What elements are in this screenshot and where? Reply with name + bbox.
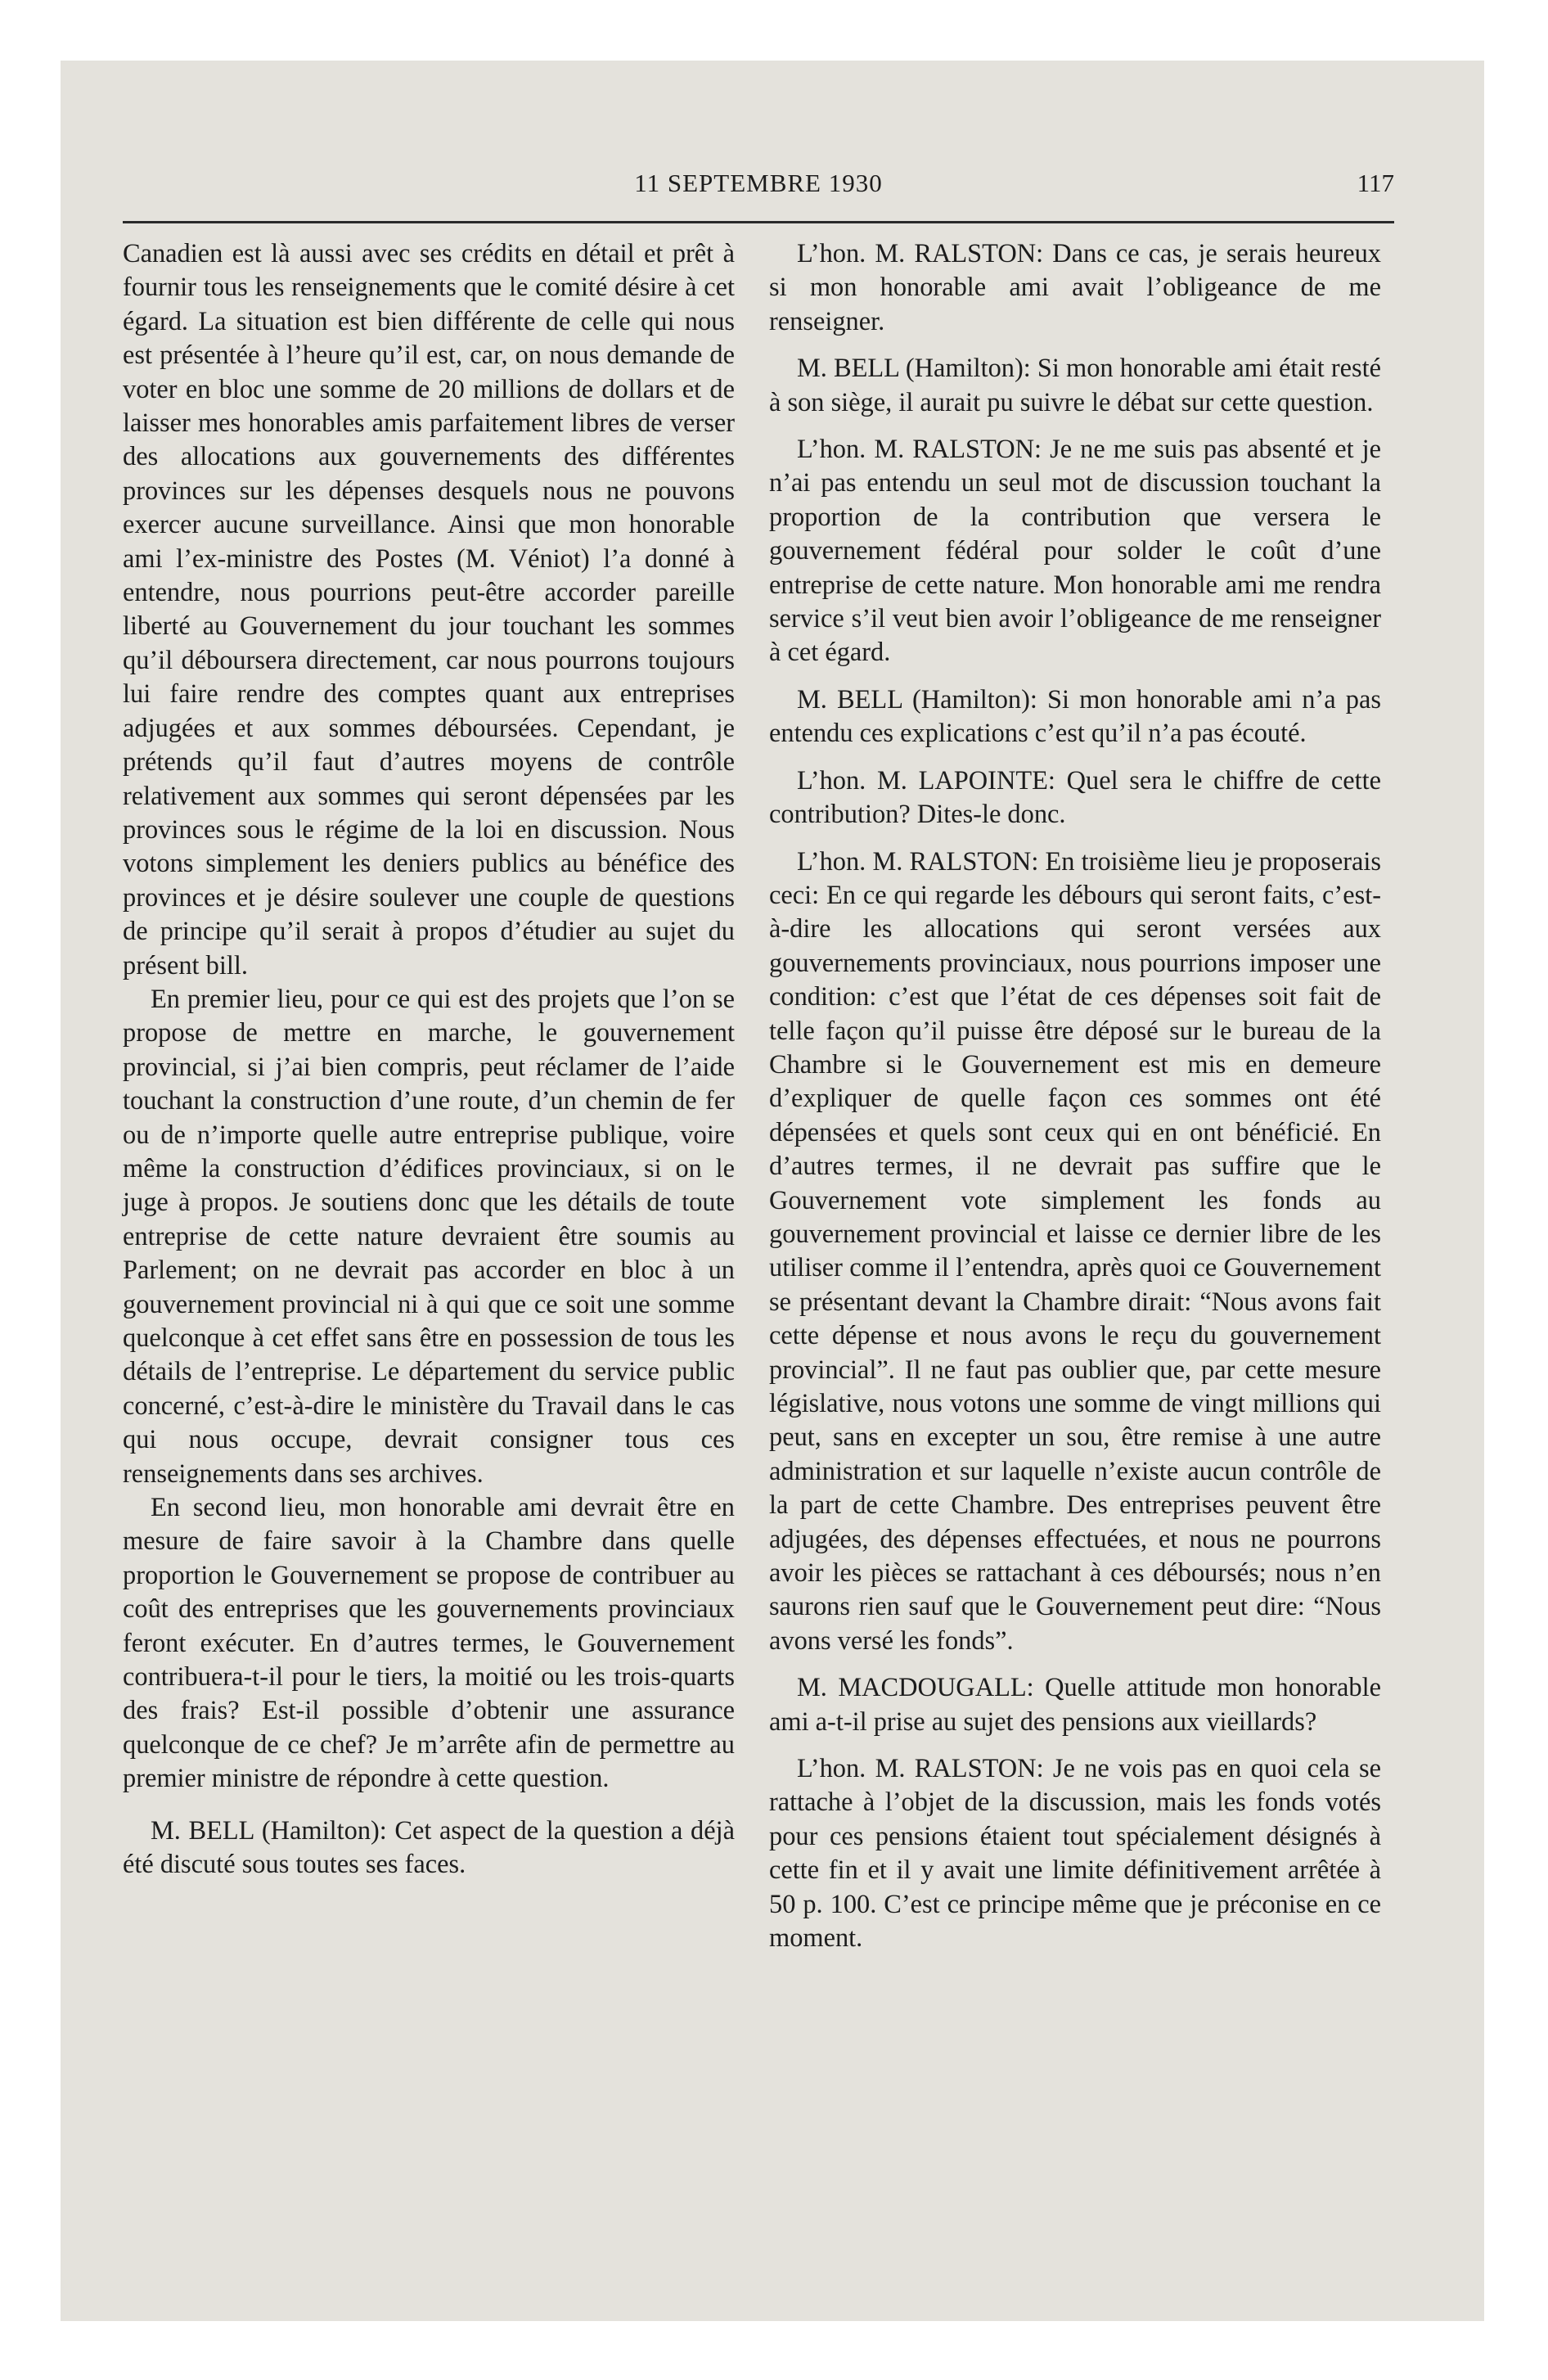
paragraph: Canadien est là aussi avec ses crédits en détail et prêt à fournir tous les renseignements que le comité désire à cet égard. La situation est bien différente de celle qui nous est présentée à l’heure qu’il est, car, on nous demande de voter en bloc une somme de 20 millions de dollars et de laisser mes honorables amis parfaitement libres de verser des allocations aux gouvernements des différentes provinces sur les dépenses desquels nous ne pouvons exercer aucune surveillance. Ainsi que mon honorable ami l’ex-ministre des Postes (M. Véniot) l’a donné à entendre, nous pourrions peut-être accorder pareille liberté au Gouvernement du jour touchant les sommes qu’il déboursera directement, car nous pourrons toujours lui faire rendre des comptes quant aux entreprises adjugées et aux sommes déboursées. Cependant, je prétends qu’il faut d’autres moyens de contrôle relativement aux sommes qui seront dépensées par les provinces sous le régime de la loi en discussion. Nous votons simplement les deniers publics au bénéfice des provinces et je désire soulever une couple de questions de principe qu’il serait à propos d’étudier au sujet du présent bill.	[123, 239, 735, 980]
paragraph: M. BELL (Hamilton): Si mon honorable ami était resté à son siège, il aurait pu suivre le débat sur cette question.	[769, 354, 1381, 417]
paragraph: L’hon. M. RALSTON: Dans ce cas, je serais heureux si mon honorable ami avait l’obligeance de me renseigner.	[769, 239, 1381, 336]
page-header	[123, 169, 1394, 214]
paragraph: M. BELL (Hamilton): Si mon honorable ami n’a pas entendu ces explications c’est qu’il n’a pas écouté.	[769, 684, 1381, 749]
left-column	[123, 237, 735, 1882]
paragraph: L’hon. M. RALSTON: En troisième lieu je proposerais ceci: En ce qui regarde les débours qui seront faits, c’est-à-dire les allocations qui seront versées aux gouvernements provinciaux, nous pourrions imposer une condition: c’est que l’état de ces dépenses soit fait de telle façon qu’il puisse être déposé sur le bureau de la Chambre si le Gouvernement est mis en demeure d’expliquer de quelle façon ces sommes ont été dépensées et quels sont ceux qui en ont bénéficié. En d’autres termes, il ne devrait pas suffire que le Gouvernement vote simplement les fonds au gouvernement provincial et laisse ce dernier libre de les utiliser comme il l’entendra, après quoi ce Gouvernement se présentant devant la Chambre dirait: “Nous avons fait cette dépense et nous avons le reçu du gouvernement provincial”. Il ne faut pas oublier que, par cette mesure législative, nous votons une somme de vingt millions qui peut, sans en excepter un sou, être remise à une autre administration et sur laquelle n’existe aucun contrôle de la part de cette Chambre. Des entreprises peuvent être adjugées, des dépenses effectuées, et nous ne pourrons avoir les pièces se rattachant à ces déboursés; nous n’en saurons rien sauf que le Gouvernement peut dire: “Nous avons versé les fonds”.	[769, 846, 1381, 1656]
paragraph: En second lieu, mon honorable ami devrait être en mesure de faire savoir à la Chambre dans quelle proportion le Gouvernement se propose de contribuer au coût des entreprises que les gouvernements provinciaux feront exécuter. En d’autres termes, le Gouvernement contribuera-t-il pour le tiers, la moitié ou les trois-quarts des frais? Est-il possible d’obtenir une assurance quelconque de ce chef? Je m’arrête afin de permettre au premier ministre de répondre à cette question.	[123, 1493, 735, 1794]
paragraph: M. BELL (Hamilton): Cet aspect de la question a déjà été discuté sous toutes ses faces.	[123, 1815, 735, 1880]
paragraph: L’hon. M. RALSTON: Je ne vois pas en quoi cela se rattache à l’objet de la discussion, mais les fonds votés pour ces pensions étaient tout spécialement désignés à cette fin et il y avait une limite définitivement arrêtée à 50 p. 100. C’est ce principe même que je préconise en ce moment.	[769, 1754, 1381, 1954]
right-column	[769, 237, 1381, 1956]
header-date: 11 SEPTEMBRE 1930	[634, 169, 883, 197]
paragraph: L’hon. M. LAPOINTE: Quel sera le chiffre de cette contribution? Dites-le donc.	[769, 765, 1381, 830]
header-rule	[123, 221, 1394, 223]
page-number: 117	[1357, 169, 1394, 197]
paragraph: En premier lieu, pour ce qui est des projets que l’on se propose de mettre en marche, le gouvernement provincial, si j’ai bien compris, peut réclamer de l’aide touchant la construction d’une route, d’un chemin de fer ou de n’importe quelle autre entreprise publique, voire même la construction d’édifices provinciaux, si on le juge à propos. Je soutiens donc que les détails de toute entreprise de cette nature devraient être soumis au Parlement; on ne devrait pas accorder en bloc à un gouvernement provincial ni à qui que ce soit une somme quelconque à cet effet sans être en possession de tous les détails de l’entreprise. Le département du service public concerné, c’est-à-dire le ministère du Travail dans le cas qui nous occupe, devrait consigner tous ces renseignements dans ses archives.	[123, 984, 735, 1489]
paragraph: M. MACDOUGALL: Quelle attitude mon honorable ami a-t-il prise au sujet des pensions aux vieillards?	[769, 1673, 1381, 1737]
paragraph: L’hon. M. RALSTON: Je ne me suis pas absenté et je n’ai pas entendu un seul mot de discussion touchant la proportion de la contribution que versera le gouvernement fédéral pour solder le coût d’une entreprise de cette nature. Mon honorable ami me rendra service s’il veut bien avoir l’obligeance de me renseigner à cet égard.	[769, 435, 1381, 668]
